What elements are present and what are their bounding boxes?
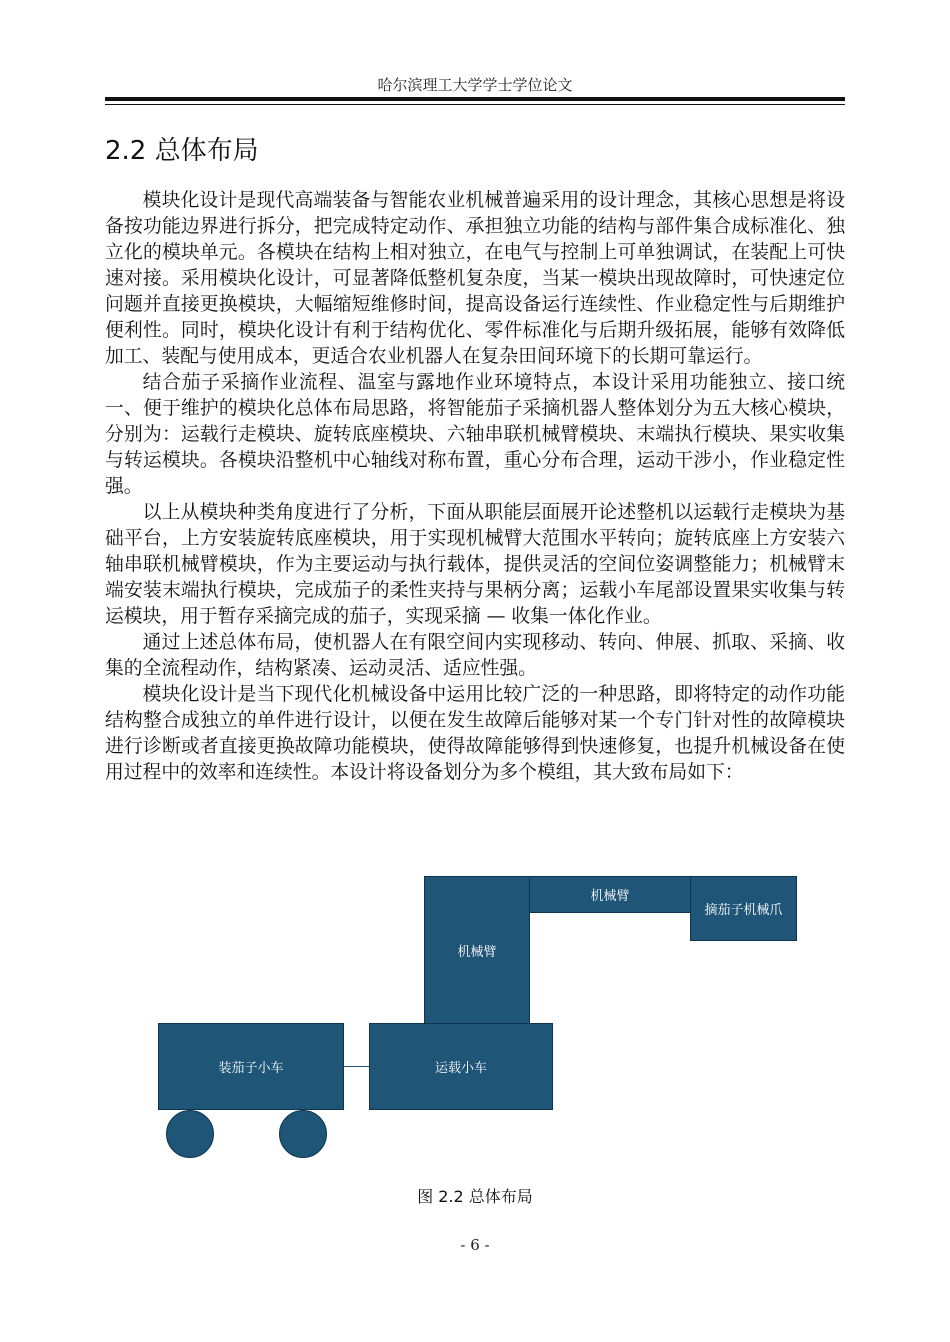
gripper-label: 摘茄子机械爪 (704, 903, 783, 918)
paragraph: 通过上述总体布局，使机器人在有限空间内实现移动、转向、伸展、抓取、采摘、收集的全流程动作，结构紧凑、运动灵活、适应性强。 (105, 632, 845, 679)
cart-connector (343, 1066, 370, 1067)
carrier-block (369, 1023, 553, 1110)
header-rule-thin (105, 104, 845, 105)
arm-horizontal-block (529, 876, 691, 913)
paragraph: 结合茄子采摘作业流程、温室与露地作业环境特点，本设计采用功能独立、接口统一、便于维护的模块化总体布局思路，将智能茄子采摘机器人整体划分为五大核心模块，分别为：运载行走模块、旋转底座模块、六轴串联机械臂模块、末端执行模块、果实收集与转运模块。各模块沿整机中心轴线对称布置，重心分布合理，运动干涉小，作业稳定性强。 (105, 372, 845, 497)
body-text (105, 188, 845, 786)
cart-label: 装茄子小车 (218, 1061, 284, 1076)
paragraph: 以上从模块种类角度进行了分析，下面从职能层面展开论述整机以运载行走模块为基础平台，上方安装旋转底座模块，用于实现机械臂大范围水平转向；旋转底座上方安装六轴串联机械臂模块，作为主要运动与执行载体，提供灵活的空间位姿调整能力；机械臂末端安装末端执行模块，完成茄子的柔性夹持与果柄分离；运载小车尾部设置果实收集与转运模块，用于暂存采摘完成的茄子，实现采摘 — 收集一体化作业。 (105, 502, 845, 627)
paragraph: 模块化设计是现代高端装备与智能农业机械普遍采用的设计理念，其核心思想是将设备按功能边界进行拆分，把完成特定动作、承担独立功能的结构与部件集合成标准化、独立化的模块单元。各模块在结构上相对独立，在电气与控制上可单独调试，在装配上可快速对接。采用模块化设计，可显著降低整机复杂度，当某一模块出现故障时，可快速定位问题并直接更换模块，大幅缩短维修时间，提高设备运行连续性、作业稳定性与后期维护便利性。同时，模块化设计有利于结构优化、零件标准化与后期升级拓展，能够有效降低加工、装配与使用成本，更适合农业机器人在复杂田间环境下的长期可靠运行。 (105, 190, 845, 367)
arm-vertical-label: 机械臂 (457, 944, 497, 960)
carrier-label: 运载小车 (434, 1061, 487, 1076)
arm-horizontal-label: 机械臂 (590, 889, 630, 904)
figure-caption: 图 2.2 总体布局 (417, 1187, 533, 1206)
gripper-block (690, 876, 797, 941)
running-header: 哈尔滨理工大学学士学位论文 (377, 76, 573, 94)
arm-vertical-block (424, 876, 530, 1024)
page-number: - 6 - (460, 1236, 490, 1254)
section-title: 2.2 总体布局 (105, 136, 259, 166)
wheel-right (279, 1110, 327, 1158)
paragraph: 模块化设计是当下现代化机械设备中运用比较广泛的一种思路，即将特定的动作功能结构整合成独立的单件进行设计，以便在发生故障后能够对某一个专门针对性的故障模块进行诊断或者直接更换故障功能模块，使得故障能够得到快速修复，也提升机械设备在使用过程中的效率和连续性。本设计将设备划分为多个模组，其大致布局如下： (105, 684, 845, 783)
wheel-left (166, 1110, 214, 1158)
cart-block (158, 1023, 344, 1110)
header-rule-thick (105, 97, 845, 101)
